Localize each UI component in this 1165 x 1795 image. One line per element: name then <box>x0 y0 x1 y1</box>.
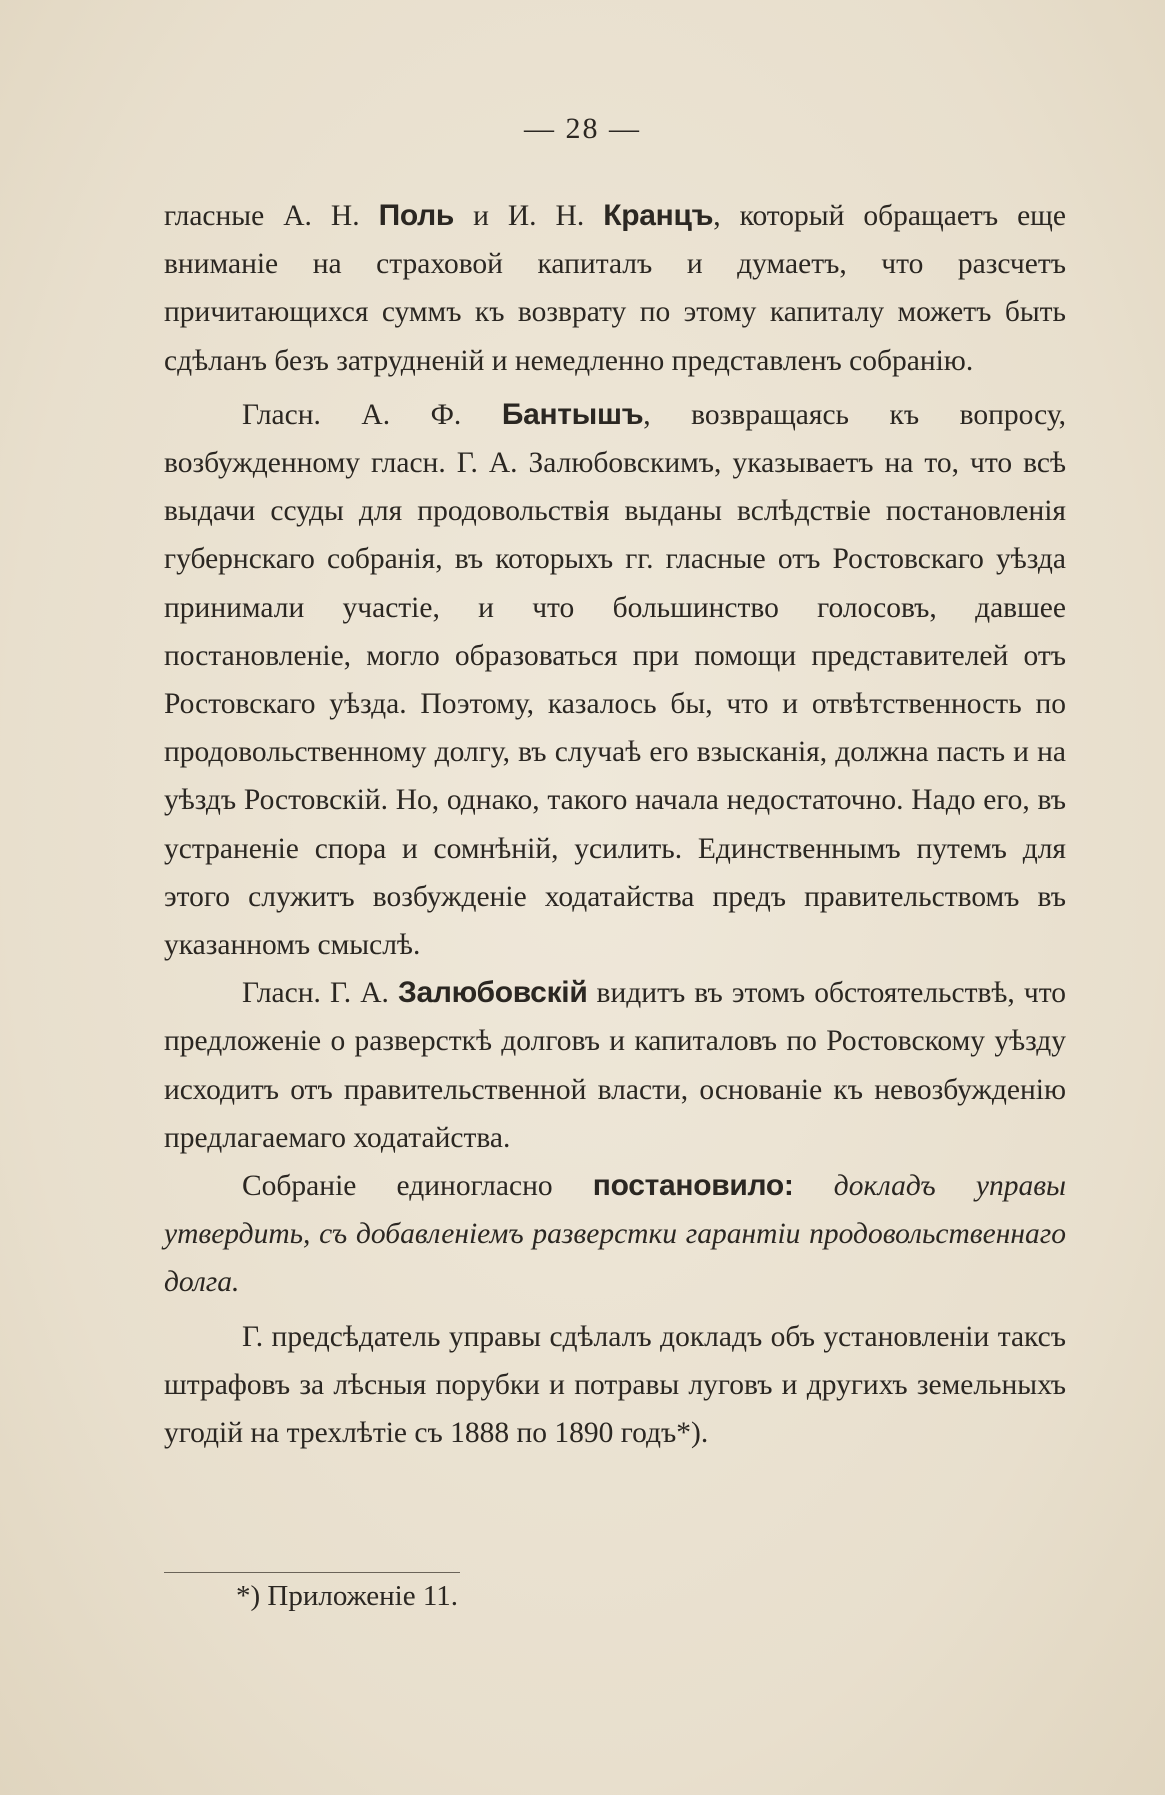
resolution-text: докладъ управы утвердить, съ добавленіемъ разверстки гарантіи продовольственнаго долга. <box>164 1170 1066 1299</box>
resolution-keyword: постановило: <box>592 1169 794 1203</box>
speaker-name-krants: Кранцъ <box>603 199 714 232</box>
paragraph-2 <box>164 391 1066 969</box>
speaker-name-bantysh: Бантышъ <box>501 397 644 431</box>
paragraph-1 <box>164 192 1066 385</box>
footnote-divider <box>164 1572 460 1573</box>
paragraph-1-text-a: гласные А. Н. <box>164 200 379 232</box>
paragraph-4-text-a: Собраніе единогласно <box>242 1170 593 1203</box>
paragraph-3-text-a: Гласн. Г. А. <box>242 977 398 1010</box>
speaker-name-pol: Поль <box>378 199 455 232</box>
paragraph-4 <box>164 1162 1066 1307</box>
speaker-name-zalyubovsky: Залюбовскій <box>397 976 588 1010</box>
paragraph-5-text: Г. предсѣдатель управы сдѣлалъ докладъ объ установленіи таксъ штрафовъ за лѣсныя порубки и потравы луговъ и другихъ земельныхъ угодій на трехлѣтіе съ 1888 по 1890 годъ*). <box>164 1320 1066 1450</box>
paragraph-5 <box>164 1313 1066 1458</box>
paragraph-2-text-b: , возвращаясь къ вопросу, возбужденному гласн. Г. А. Залюбовскимъ, указываетъ на то, что всѣ выдачи ссуды для продовольствія выданы вслѣдствіе постановленія губернскаго собранія, въ которыхъ гг. гласные отъ Ростовскаго уѣзда принимали участіе, и что большинство голосовъ, давшее постановленіе, могло образоваться при помощи представителей отъ Ростовскаго уѣзда. Поэтому, казалось бы, что и отвѣтственность по продовольственному долгу, въ случаѣ его взысканія, должна пасть и на уѣздъ Ростовскій. Но, однако, такого начала недостаточно. Надо его, въ устраненіе спора и сомнѣній, усилить. Единственнымъ путемъ для этого служитъ возбужденіе ходатайства предъ правительствомъ въ указанномъ смыслѣ. <box>164 398 1066 962</box>
paragraph-2-text-a: Гласн. А. Ф. <box>242 398 502 431</box>
paragraph-3-text-b: видитъ въ этомъ обстоятельствѣ, что предложеніе о разверсткѣ долговъ и капиталовъ по Ростовскому уѣзду исходитъ отъ правительственной власти, основаніе къ невозбужденію предлагаемаго ходатайства. <box>164 977 1066 1154</box>
paragraph-3 <box>164 969 1066 1162</box>
paragraph-1-text-c: , который обращаетъ еще вниманіе на страховой капиталъ и думаетъ, что разсчетъ причитающихся суммъ къ возврату по этому капиталу можетъ быть сдѣланъ безъ затрудненій и немедленно представленъ собранію. <box>164 200 1066 377</box>
footnote: *) Приложеніе 11. <box>236 1580 459 1612</box>
body-text <box>164 192 1066 1457</box>
paragraph-1-text-b: и И. Н. <box>454 200 604 232</box>
page-number: — 28 — <box>524 112 641 145</box>
